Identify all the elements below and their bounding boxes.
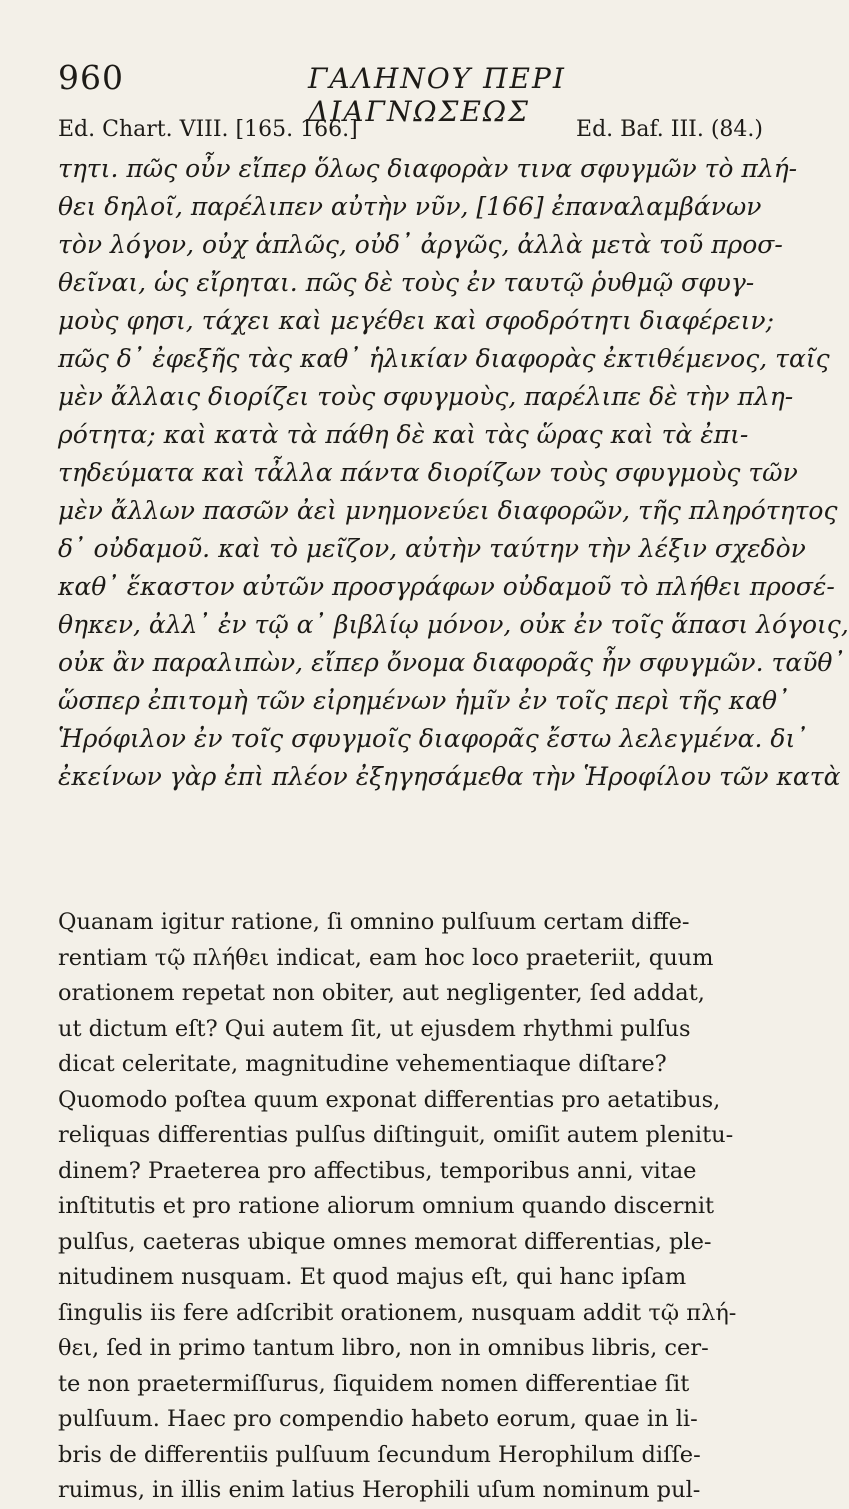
latin-text-line: reliquas differentias pulſus diſtinguit, omiſit autem plenitu- [58,1122,734,1148]
greek-text-line: τηδεύματα καὶ τἆλλα πάντα διορίζων τοὺς σφυγμοὺς τῶν [58,458,798,487]
greek-text-block [58,150,849,796]
greek-text-line: τὸν λόγον, οὐχ ἁπλῶς, οὐδ᾽ ἀργῶς, ἀλλὰ μετὰ τοῦ προσ- [58,230,783,259]
latin-text-line: inſtitutis et pro ratione aliorum omnium quando discernit [58,1193,715,1219]
edition-reference-chartier: Ed. Chart. VIII. [165. 166.] [58,117,358,142]
latin-text-line: θει, ſed in primo tantum libro, non in omnibus libris, cer- [58,1335,709,1361]
latin-text-line: ſingulis iis fere adſcribit orationem, nusquam addit τῷ πλή- [58,1299,737,1326]
greek-text-line: Ἡρόφιλον ἐν τοῖς σφυγμοῖς διαφορᾶς ἔστω λελεγμένα. δι᾽ [58,724,808,753]
edition-reference-basel: Ed. Baf. III. (84.) [576,117,763,142]
latin-text-line: ut dictum eſt? Qui autem ſit, ut ejusdem rhythmi pulſus [58,1015,691,1042]
latin-text-line: ruimus, in illis enim latius Herophili uſum nominum pul- [58,1477,701,1503]
greek-text-line: οὐκ ἂν παραλιπὼν, εἴπερ ὄνομα διαφορᾶς ἦν σφυγμῶν. ταῦθ᾽ [58,648,845,677]
greek-text-line: μὲν ἄλλαις διορίζει τοὺς σφυγμοὺς, παρέλιπε δὲ τὴν πλη- [58,382,794,411]
edition-reference-line [58,117,763,147]
latin-text-line: dicat celeritate, magnitudine vehementiaque diſtare? [58,1051,667,1077]
greek-text-line: μὲν ἄλλων πασῶν ἀεὶ μνημονεύει διαφορῶν, τῆς πληρότητος [58,496,838,525]
greek-text-line: θεῖναι, ὡς εἴρηται. πῶς δὲ τοὺς ἐν ταυτῷ ῥυθμῷ σφυγ- [58,268,755,297]
greek-text-line: ὥσπερ ἐπιτομὴ τῶν εἰρημένων ἡμῖν ἐν τοῖς περὶ τῆς καθ᾽ [58,686,790,715]
running-title: ΓΑΛΗΝΟΥ ΠΕΡΙ ΔΙΑΓΝΩΣΕΩΣ [308,62,566,128]
greek-text-line: δ᾽ οὐδαμοῦ. καὶ τὸ μεῖζον, αὐτὴν ταύτην τὴν λέξιν σχεδὸν [58,534,806,563]
latin-translation-block [58,905,763,1509]
latin-text-line: orationem repetat non obiter, aut negligenter, ſed addat, [58,980,705,1006]
latin-text-line: te non praetermiſſurus, ſiquidem nomen differentiae ſit [58,1370,690,1397]
latin-text-line: Quomodo poſtea quum exponat differentias pro aetatibus, [58,1086,721,1113]
page-number: 960 [58,58,124,97]
latin-text-line: pulſuum. Haec pro compendio habeto eorum, quae in li- [58,1406,698,1432]
greek-text-line: πῶς δ᾽ ἐφεξῆς τὰς καθ᾽ ἡλικίαν διαφορὰς ἐκτιθέμενος, ταῖς [58,344,830,373]
latin-text-line: Quanam igitur ratione, ſi omnino pulſuum certam diffe- [58,909,690,935]
latin-text-line: nitudinem nusquam. Et quod majus eſt, qui hanc ipſam [58,1264,687,1290]
greek-text-line: θηκεν, ἀλλ᾽ ἐν τῷ α᾽ βιβλίῳ μόνον, οὐκ ἐν τοῖς ἅπασι λόγοις, [58,610,849,639]
greek-text-line: τητι. πῶς οὖν εἴπερ ὅλως διαφορὰν τινα σφυγμῶν τὸ πλή- [58,154,798,183]
page-header [58,58,758,128]
greek-text-line: καθ᾽ ἕκαστον αὐτῶν προσγράφων οὐδαμοῦ τὸ πλήθει προσέ- [58,572,835,601]
greek-text-line: θει δηλοῖ, παρέλιπεν αὐτὴν νῦν, [166] ἐπαναλαμβάνων [58,192,762,221]
greek-text-line: μοὺς φησι, τάχει καὶ μεγέθει καὶ σφοδρότητι διαφέρειν; [58,306,775,335]
greek-text-line: ρότητα; καὶ κατὰ τὰ πάθη δὲ καὶ τὰς ὥρας καὶ τὰ ἐπι- [58,420,749,449]
latin-text-line: pulſus, caeteras ubique omnes memorat differentias, ple- [58,1228,712,1255]
latin-text-line: bris de differentiis pulſuum ſecundum Herophilum diſſe- [58,1441,701,1468]
greek-text-line: ἐκείνων γὰρ ἐπὶ πλέον ἐξηγησάμεθα τὴν Ἡροφίλου τῶν κατὰ [58,762,841,791]
latin-text-line: dinem? Praeterea pro affectibus, temporibus anni, vitae [58,1157,697,1184]
latin-text-line: rentiam τῷ πλήθει indicat, eam hoc loco praeteriit, quum [58,944,714,971]
